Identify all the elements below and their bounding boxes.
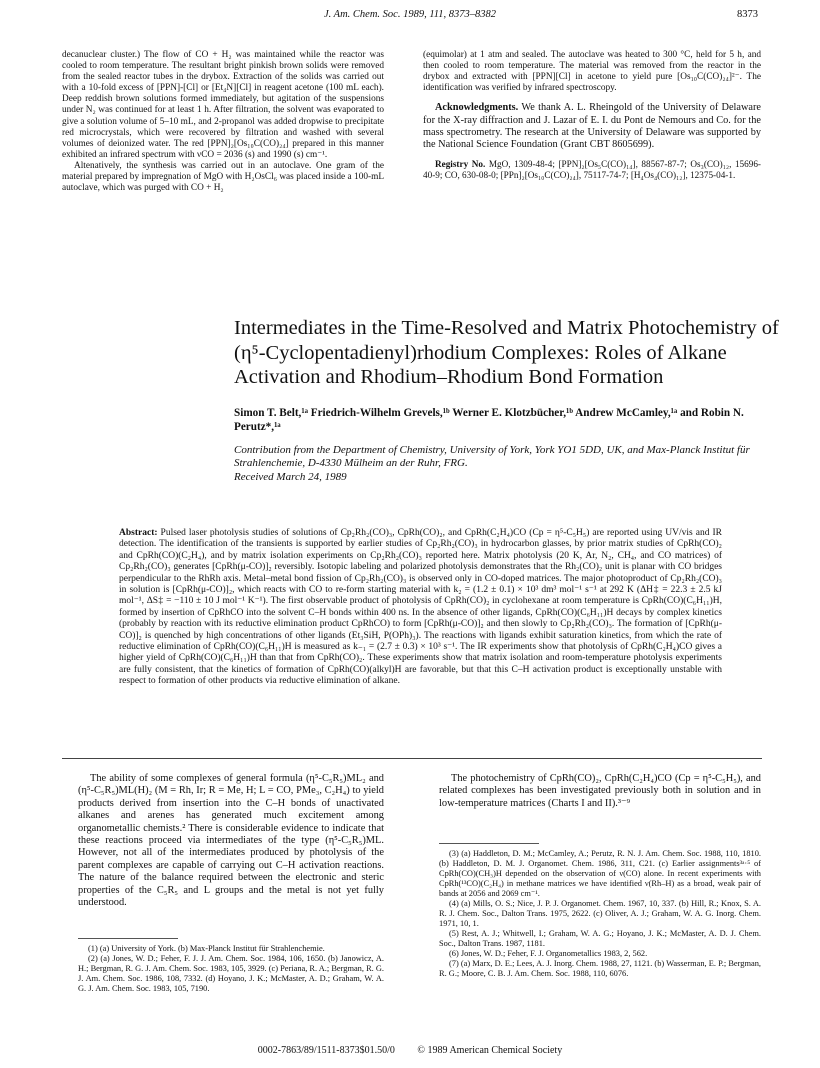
- body-left-column: [78, 773, 384, 909]
- continued-paragraph-right: (equimolar) at 1 atm and sealed. The autoclave was heated to 300 °C, held for 5 h, and then cooled to room temperature. The material was removed from the reactor in the drybox and extracted with [PPN][Cl] in acetone to yield pure [Os₁₀C(CO)₂₄]²⁻. The identification was verified by infrared spectroscopy.: [423, 50, 761, 94]
- intro-paragraph-right: The photochemistry of CpRh(CO)₂, CpRh(C₂H₄)CO (Cp = η⁵-C₅H₅), and related complexes has been investigated previously both in solution and in low-temperature matrices (Charts I and II).³⁻⁹: [439, 773, 761, 809]
- footnote: (1) (a) University of York. (b) Max-Planck Institut für Strahlenchemie.: [88, 944, 325, 953]
- registry-text: MgO, 1309-48-4; [PPN]₂[Os₅C(CO)₁₄], 88567-87-7; Os₃(CO)₁₂, 15696-40-9; CO, 630-08-0; [PPn]₂[Os₁₀C(CO)₂₄], 75117-74-7; [H₄Os₄(CO)₁₂], 12375-04-1.: [423, 159, 761, 181]
- article-heading: [234, 316, 779, 484]
- footnote: (6) Jones, W. D.; Feher, F. J. Organometallics 1983, 2, 562.: [449, 949, 648, 958]
- autoclave-paragraph: Altenatively, the synthesis was carried out in an autoclave. One gram of the material prepared by impregnation of MgO with H₂OsCl₆ was placed inside a 100-mL autoclave, which was purged with CO + H₂: [62, 160, 384, 194]
- acknowledgments: [423, 102, 761, 151]
- intro-paragraph: The ability of some complexes of general formula (η⁵-C₅R₅)ML₂ and (η⁵-C₅R₅)ML(H)₂ (M = Rh, Ir; R = Me, H; L = CO, PMe₃, C₂H₄) to yield products derived from insertion into the C–H bonds of unactivated alkanes and arenes has generated much excitement among organometallic chemists.² There is considerable evidence to indicate that these reactions proceed via intermediates of the type (η⁵-C₅R₅)ML. However, not all of the intermediates produced by photolysis of the parent complexes are capable of carrying out C–H activation reactions. The nature of the balance required between the electronic and steric properties of the C₅R₅ and L groups and the metal is not yet fully understood.: [78, 773, 384, 909]
- running-header: [0, 9, 820, 27]
- received-date: Received March 24, 1989: [234, 470, 347, 483]
- top-left-column: [62, 50, 384, 194]
- article-title: Intermediates in the Time-Resolved and Matrix Photochemistry of (η⁵-Cyclopentadienyl)rhodium Complexes: Roles of Alkane Activation and Rhodium–Rhodium Bond Formation: [234, 317, 779, 388]
- continued-paragraph: decanuclear cluster.) The flow of CO + H₂ was maintained while the reactor was cooled to room temperature. The resultant bright pinkish brown solids were removed from the sealed reactor tubes in the drybox. Extraction of the solids was carried out with a 10-fold excess of [PPN]-[Cl] or [Et₄N][Cl] in reagent acetone (100 mL each). Deep reddish brown solutions formed immediately, but agitation of the suspensions under N₂ was continued for at least 1 h. After filtration, the solvent was evaporated to give a solution volume of 5–10 mL, and 2-propanol was added dropwise to precipitate red microcrystals, which were recovered by filtration and washed with several volumes of deionized water. The red [PPN]₂[Os₁₀C(CO)₂₄] prepared in this manner exhibited an infrared spectrum with νCO = 2036 (s) and 1990 (s) cm⁻¹.: [62, 50, 384, 160]
- affiliation-text: Contribution from the Department of Chemistry, University of York, York YO1 5DD, UK, and Max-Planck Institut für Strahlenchemie, D-4330 Mülheim an der Ruhr, FRG.: [234, 443, 750, 469]
- registry-numbers: [423, 159, 761, 181]
- footnotes-right: [439, 849, 761, 979]
- page-number: 8373: [737, 9, 758, 20]
- body-right-column: [439, 773, 761, 810]
- copyright-notice: © 1989 American Chemical Society: [417, 1045, 563, 1056]
- footnote-rule-right: [439, 843, 539, 844]
- footnote: (5) Rest, A. J.; Whitwell, I.; Graham, W. A. G.; Hoyano, J. K.; McMaster, A. D. J. Chem. Soc., Dalton Trans. 1987, 1181.: [439, 929, 761, 948]
- registry-heading: Registry No.: [435, 159, 486, 170]
- abstract-text: Pulsed laser photolysis studies of solutions of Cp₂Rh₂(CO)₃, CpRh(CO)₂, and CpRh(C₂H₄)CO (Cp = η⁵-C₅H₅) are reported using UV/vis and IR detection. The identification of the transients is supported by earlier studies of Cp₂Rh₂(CO)₃ in hydrocarbon glasses, by prior matrix studies of CpRh(CO)₂ and CpRh(CO)(C₂H₄), and by matrix isolation experiments on Cp₂Rh₂(CO)₃ reported here. Matrix photolysis (20 K, Ar, N₂, CH₄, and CO matrices) of Cp₂Rh₂(CO)₃ generates [CpRh(μ-CO)]₂ reversibly. Isotopic labeling and polarized photolysis demonstrates that the Rh₂(CO)₂ unit is planar with CO bridges perpendicular to the RhRh axis. Metal–metal bond fission of Cp₂Rh₂(CO)₃ is observed only in CO-doped matrices. The major photoproduct of Cp₂Rh₂(CO)₃ in solution is [CpRh(μ-CO)]₂, which reacts with CO to re-form starting material with k₂ = (1.2 ± 0.1) × 10³ dm³ mol⁻¹ s⁻¹ at 292 K (ΔH‡ = 22.3 ± 2.5 kJ mol⁻¹, ΔS‡ = −110 ± 10 J mol⁻¹ K⁻¹). The first observable product of photolysis of CpRh(CO)₂ in cyclohexane at room temperature is CpRh(CO)(C₆H₁₁)H, formed by insertion of CpRhCO into the solvent C–H bonds within 400 ns. In the absence of other ligands, CpRh(CO)(C₆H₁₁)H decays by complex kinetics (probably by reaction with its reductive elimination product CpRhCO) to form [CpRh(μ-CO)]₂ and then slowly to Cp₂Rh₂(CO)₃. The formation of [CpRh(μ-CO)]₂ is quenched by high concentrations of other ligands (Et₃SiH, P(OPh)₃). The reactions with ligands exhibit saturation kinetics, from which the rate of reductive elimination of CpRh(CO)(C₆H₁₁)H is measured as k₋₁ = (2.7 ± 0.3) × 10³ s⁻¹. The IR experiments show that photolysis of CpRh(C₂H₄)CO gives a higher yield of CpRh(CO)(C₆H₁₁)H than that from CpRh(CO)₂. These experiments show that matrix isolation and room-temperature photolysis experiments are fully consistent, that the kinetics of formation of CpRh(CO)(alkyl)H are favorable, but that this C–H activation product is exceptionally unstable with respect to formation of other products via reductive elimination of alkane.: [119, 528, 722, 687]
- footnote: (4) (a) Mills, O. S.; Nice, J. P. J. Organomet. Chem. 1967, 10, 337. (b) Hill, R.; Knox, S. A. R. J. Chem. Soc., Dalton Trans. 1975, 2622. (c) Oliver, A. J.; Graham, W. A. G. Inorg. Chem. 1971, 10, 1.: [439, 899, 761, 928]
- footnote-rule-left: [78, 938, 178, 939]
- page-footer: [0, 1045, 820, 1056]
- abstract-divider: [62, 758, 762, 759]
- footnotes-left: [78, 944, 384, 994]
- footnote: (7) (a) Marx, D. E.; Lees, A. J. Inorg. Chem. 1988, 27, 1121. (b) Wasserman, E. P.; Bergman, R. G.; Moore, C. B. J. Am. Chem. Soc. 1988, 110, 6076.: [439, 959, 761, 978]
- abstract-label: Abstract:: [119, 528, 158, 538]
- journal-citation: J. Am. Chem. Soc. 1989, 111, 8373–8382: [323, 9, 497, 20]
- top-right-column: [423, 50, 761, 181]
- acknowledgments-text: We thank A. L. Rheingold of the University of Delaware for the X-ray diffraction and J. Lazar of E. I. du Pont de Nemours and Co. for the mass spectrometry. The research at the University of Delaware was supported by the National Science Foundation (Grant CBT 8605699).: [423, 102, 761, 150]
- acknowledgments-heading: Acknowledgments.: [435, 102, 519, 114]
- footnote: (2) (a) Jones, W. D.; Feher, F. J. J. Am. Chem. Soc. 1984, 106, 1650. (b) Janowicz, A. H.; Bergman, R. G. J. Am. Chem. Soc. 1983, 105, 3929. (c) Periana, R. A.; Bergman, R. G. J. Am. Chem. Soc. 1986, 108, 7332. (d) Hoyano, J. K.; McMaster, A. D.; Graham, W. A. G. J. Am. Chem. Soc. 1983, 105, 7190.: [78, 954, 384, 993]
- article-code: 0002-7863/89/1511-8373$01.50/0: [257, 1045, 395, 1056]
- affiliation: [234, 444, 779, 485]
- author-list: Simon T. Belt,¹ᵃ Friedrich-Wilhelm Grevels,¹ᵇ Werner E. Klotzbücher,¹ᵇ Andrew McCamley,¹ᵃ and Robin N. Perutz*,¹ᵃ: [234, 406, 744, 433]
- footnote: (3) (a) Haddleton, D. M.; McCamley, A.; Perutz, R. N. J. Am. Chem. Soc. 1988, 110, 1810. (b) Haddleton, D. M. J. Organomet. Chem. 1986, 311, C21. (c) Earlier assignments³ᵃ·⁵ of CpRh(CO)(CH₃)H depended on the observation of ν(CO) alone. In recent experiments with CpRh(¹³CO)(C₂H₄) in methane matrices we have identified ν(Rh–H) as a broad, weak pair of bands at 2056 and 2069 cm⁻¹.: [439, 849, 761, 898]
- abstract: [119, 528, 722, 688]
